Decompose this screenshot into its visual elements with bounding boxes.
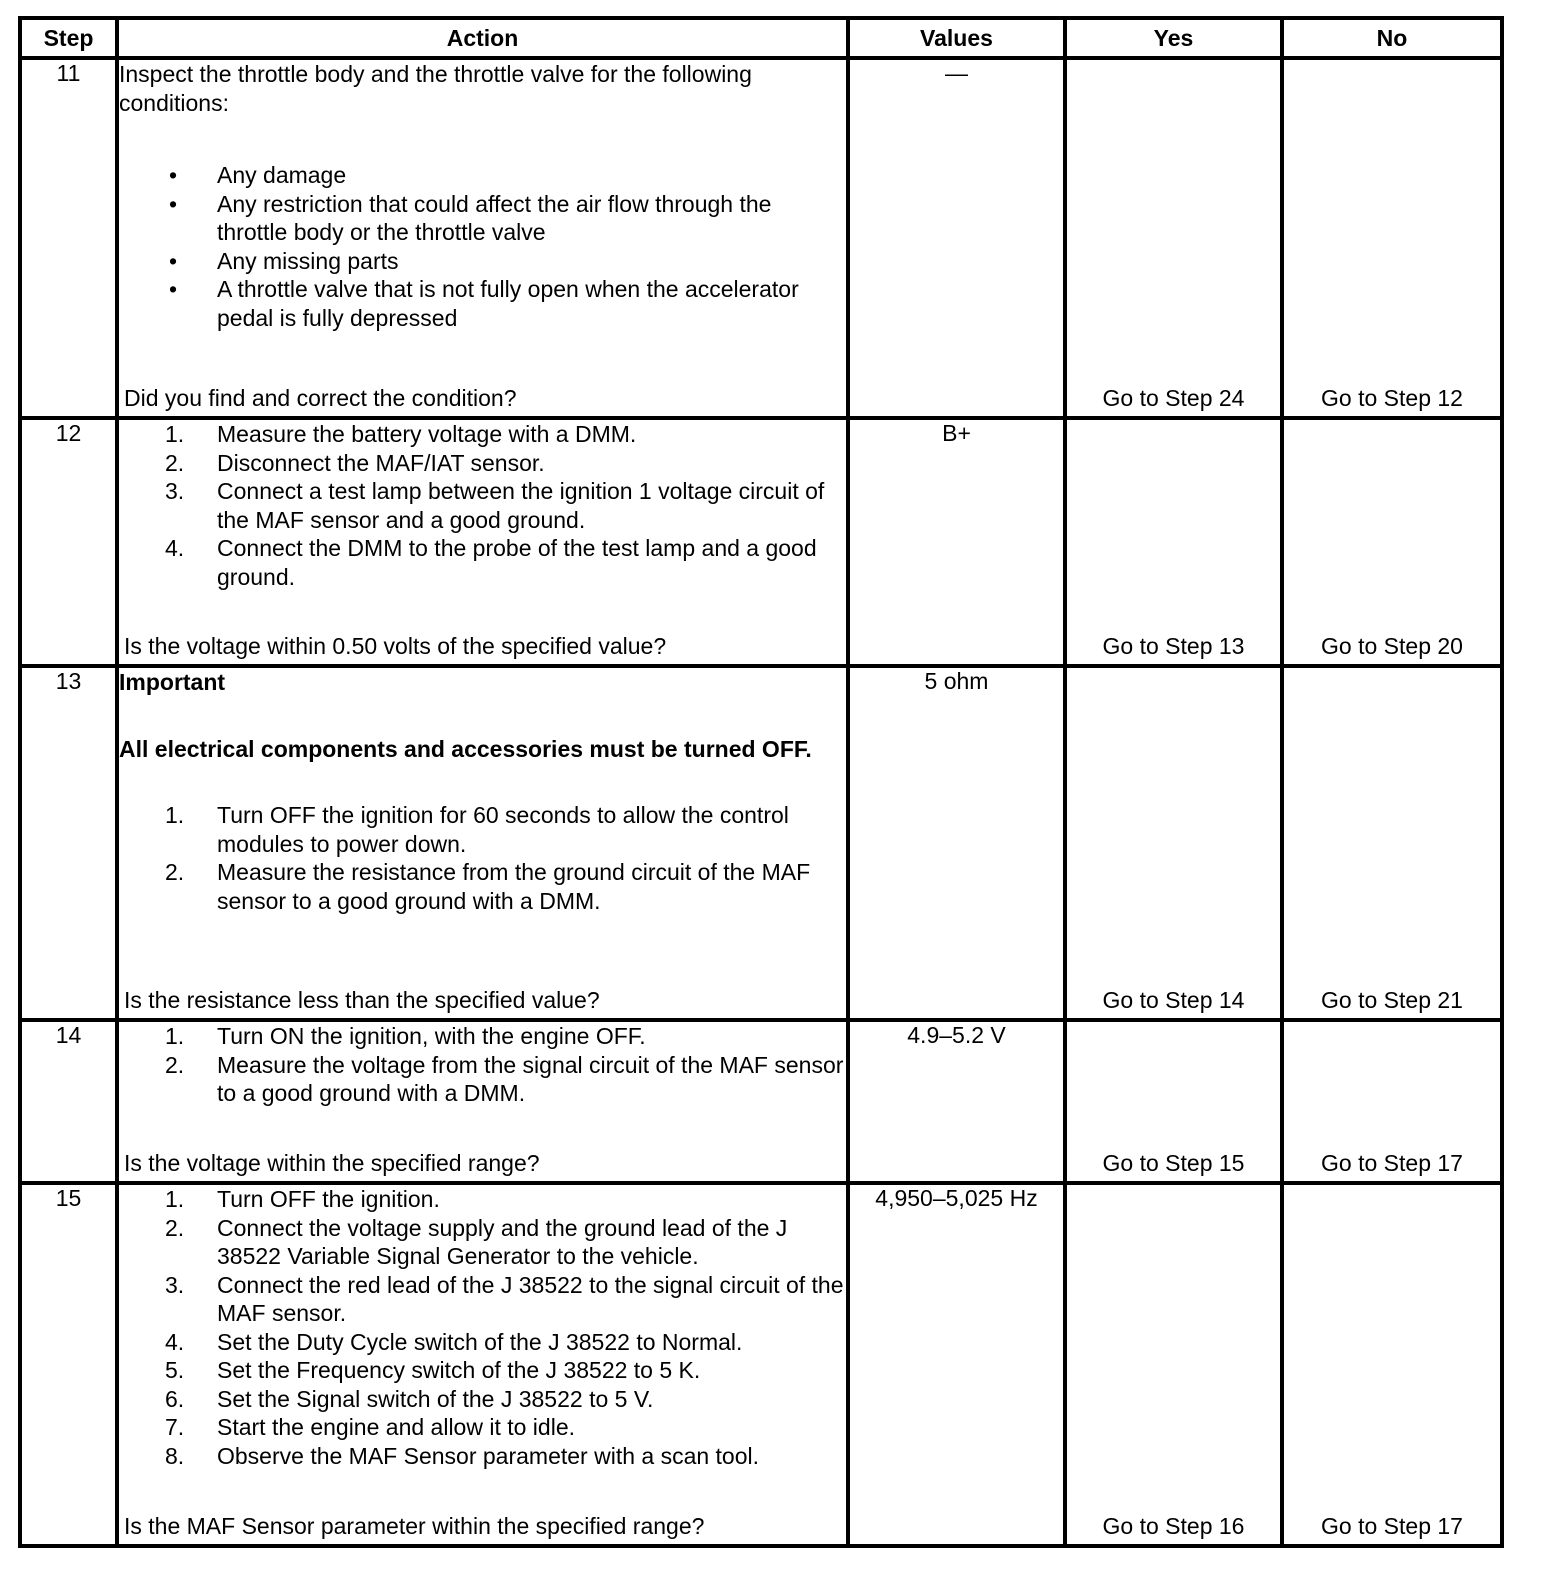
value-cell: 5 ohm xyxy=(848,666,1065,1020)
list-item-text: Measure the battery voltage with a DMM. xyxy=(217,421,637,447)
yes-link: Go to Step 15 xyxy=(1102,1150,1245,1176)
step-number: 14 xyxy=(20,1020,117,1183)
list-item-number: 2. xyxy=(165,1051,185,1078)
list-item xyxy=(119,534,846,591)
list-item xyxy=(119,801,846,858)
list-item-text: Set the Frequency switch of the J 38522 to 5 K. xyxy=(217,1357,701,1383)
action-cell xyxy=(117,418,848,666)
list-item xyxy=(119,1022,846,1051)
list-item-number: 1. xyxy=(165,421,185,447)
list-item xyxy=(119,1356,846,1385)
list-item: • Any missing parts xyxy=(119,247,846,276)
list-item-text: Turn OFF the ignition for 60 seconds to allow the control modules to power down. xyxy=(217,802,789,857)
diagnostic-table xyxy=(18,16,1504,1548)
list-item-number: 8. xyxy=(165,1442,185,1469)
yes-link: Go to Step 16 xyxy=(1102,1513,1245,1539)
header-row xyxy=(20,18,1502,58)
list-item-text: Connect the voltage supply and the ground lead of the J 38522 Variable Signal Generator to the vehicle. xyxy=(217,1214,788,1269)
table-row xyxy=(20,418,1502,666)
list-item xyxy=(119,1442,846,1471)
list-item-number: 1. xyxy=(165,1023,185,1049)
list-item-number: 2. xyxy=(165,859,185,885)
list-item-text: Turn OFF the ignition. xyxy=(217,1186,440,1212)
list-item-number: 2. xyxy=(165,1214,185,1241)
list-item xyxy=(119,477,846,534)
no-link: Go to Step 17 xyxy=(1321,1150,1463,1176)
list-item-text: Set the Signal switch of the J 38522 to 5 V. xyxy=(217,1385,654,1412)
no-link: Go to Step 12 xyxy=(1321,385,1463,411)
list-item xyxy=(119,858,846,915)
action-cell xyxy=(117,58,848,418)
list-item-text: Connect the red lead of the J 38522 to the signal circuit of the MAF sensor. xyxy=(217,1271,844,1326)
no-cell xyxy=(1282,58,1502,418)
action-cell xyxy=(117,1020,848,1183)
action-cell xyxy=(117,666,848,1020)
list-item: • Any restriction that could affect the air flow through the throttle body or the throttle valve xyxy=(119,190,846,247)
step-number: 13 xyxy=(20,666,117,1020)
yes-cell xyxy=(1065,58,1282,418)
table-row xyxy=(20,58,1502,418)
list-item-number: 6. xyxy=(165,1385,185,1412)
action-question: Is the voltage within 0.50 volts of the specified value? xyxy=(124,632,667,659)
procedure-list xyxy=(119,801,846,915)
list-item: • A throttle valve that is not fully open when the accelerator pedal is fully depressed xyxy=(119,275,846,332)
value-cell: — xyxy=(848,58,1065,418)
no-cell xyxy=(1282,418,1502,666)
yes-cell xyxy=(1065,1183,1282,1546)
no-cell xyxy=(1282,1020,1502,1183)
action-cell xyxy=(117,1183,848,1546)
action-question: Is the voltage within the specified range? xyxy=(124,1149,540,1176)
procedure-list xyxy=(119,1022,846,1108)
procedure-list xyxy=(119,1185,846,1470)
list-item-text: Start the engine and allow it to idle. xyxy=(217,1414,576,1440)
action-intro: Inspect the throttle body and the throttle valve for the following conditions: xyxy=(119,61,752,116)
list-item-number: 1. xyxy=(165,802,185,828)
list-item-text: Observe the MAF Sensor parameter with a scan tool. xyxy=(217,1442,760,1469)
list-item-text: Disconnect the MAF/IAT sensor. xyxy=(217,449,545,476)
list-item-text: Connect a test lamp between the ignition 1 voltage circuit of the MAF sensor and a good ground. xyxy=(217,478,825,533)
header-step: Step xyxy=(20,18,117,58)
step-number: 11 xyxy=(20,58,117,418)
important-title: Important xyxy=(119,669,226,695)
list-item xyxy=(119,1328,846,1357)
no-cell xyxy=(1282,1183,1502,1546)
list-item-text: Measure the resistance from the ground circuit of the MAF sensor to a good ground with a DMM. xyxy=(217,859,811,914)
list-item xyxy=(119,1413,846,1442)
yes-cell xyxy=(1065,418,1282,666)
list-item-number: 7. xyxy=(165,1414,185,1440)
header-yes: Yes xyxy=(1065,18,1282,58)
list-item xyxy=(119,1051,846,1108)
no-link: Go to Step 17 xyxy=(1321,1513,1463,1539)
list-item-number: 2. xyxy=(165,449,185,476)
step-number: 12 xyxy=(20,418,117,666)
list-item: • Any damage xyxy=(119,161,846,190)
yes-link: Go to Step 13 xyxy=(1102,633,1245,659)
value-cell: 4.9–5.2 V xyxy=(848,1020,1065,1183)
header-action: Action xyxy=(117,18,848,58)
action-question: Is the MAF Sensor parameter within the specified range? xyxy=(124,1512,705,1539)
yes-link: Go to Step 24 xyxy=(1102,385,1245,411)
procedure-list xyxy=(119,420,846,591)
yes-link: Go to Step 14 xyxy=(1102,987,1245,1013)
list-item xyxy=(119,1271,846,1328)
header-no: No xyxy=(1282,18,1502,58)
list-item-number: 3. xyxy=(165,1271,185,1298)
list-item-number: 4. xyxy=(165,535,185,561)
list-item-text: Measure the voltage from the signal circuit of the MAF sensor to a good ground with a DMM. xyxy=(217,1051,844,1106)
header-values: Values xyxy=(848,18,1065,58)
yes-cell xyxy=(1065,1020,1282,1183)
action-question: Did you find and correct the condition? xyxy=(124,384,517,411)
table-row xyxy=(20,1183,1502,1546)
condition-list xyxy=(119,161,846,332)
list-item xyxy=(119,420,846,449)
value-cell: 4,950–5,025 Hz xyxy=(848,1183,1065,1546)
list-item xyxy=(119,1185,846,1214)
list-item-number: 1. xyxy=(165,1186,185,1212)
yes-cell xyxy=(1065,666,1282,1020)
list-item-number: 3. xyxy=(165,478,185,504)
step-number: 15 xyxy=(20,1183,117,1546)
list-item-text: Connect the DMM to the probe of the test lamp and a good ground. xyxy=(217,535,817,590)
table-row xyxy=(20,1020,1502,1183)
no-cell xyxy=(1282,666,1502,1020)
list-item-number: 4. xyxy=(165,1328,185,1355)
list-item xyxy=(119,449,846,478)
list-item-text: Set the Duty Cycle switch of the J 38522 to Normal. xyxy=(217,1328,743,1355)
action-question: Is the resistance less than the specified value? xyxy=(124,986,600,1013)
important-text: All electrical components and accessories must be turned OFF. xyxy=(119,735,812,762)
no-link: Go to Step 20 xyxy=(1321,633,1463,659)
list-item-number: 5. xyxy=(165,1357,185,1383)
list-item-text: Turn ON the ignition, with the engine OFF. xyxy=(217,1023,646,1049)
list-item xyxy=(119,1385,846,1414)
list-item xyxy=(119,1214,846,1271)
table-row xyxy=(20,666,1502,1020)
no-link: Go to Step 21 xyxy=(1321,987,1463,1013)
value-cell: B+ xyxy=(848,418,1065,666)
